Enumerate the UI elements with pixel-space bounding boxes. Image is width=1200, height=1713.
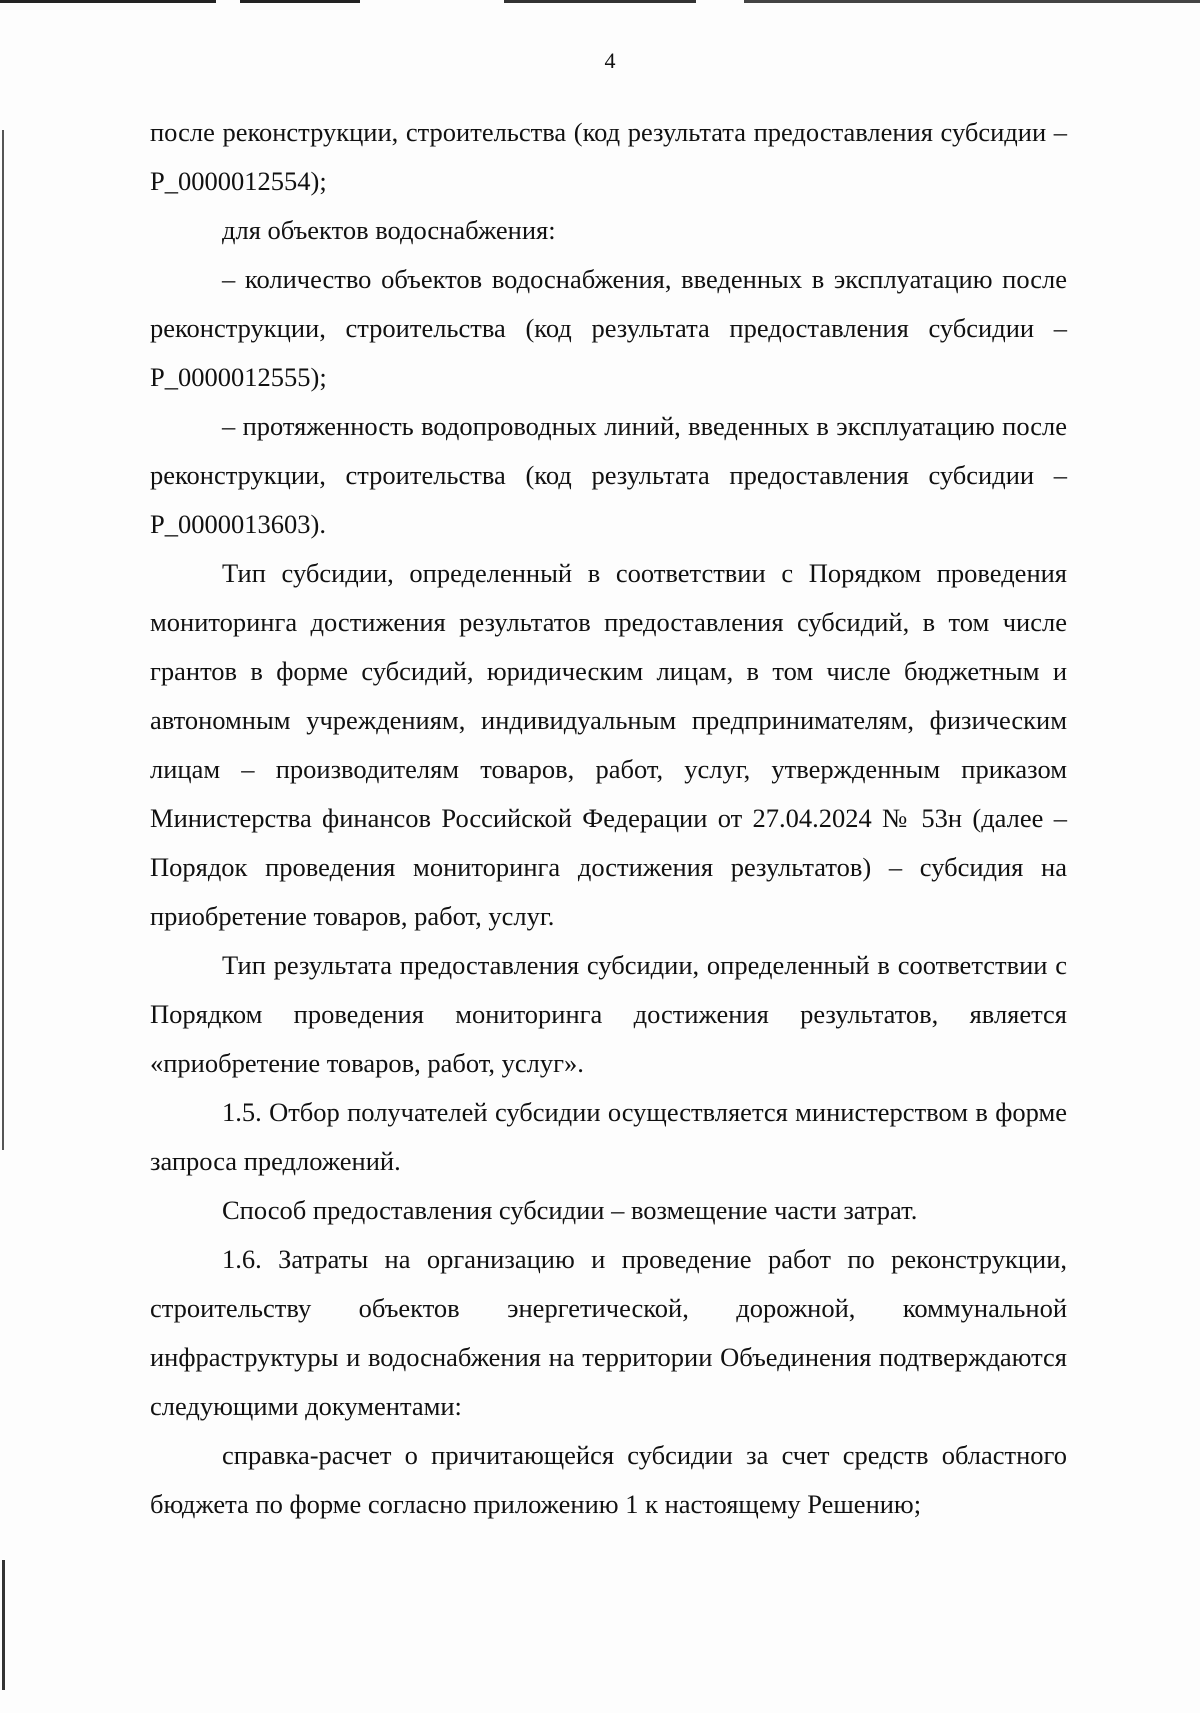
scan-artifact-top	[0, 0, 1200, 3]
paragraph-water-supply-heading: для объектов водоснабжения:	[222, 215, 556, 245]
paragraph-result-type: Тип результата предоставления субсидии, определенный в соответствии с Порядком проведения мониторинга достижения результатов, является «приобретение товаров, работ, услуг».	[150, 950, 1067, 1078]
paragraph-calculation-certificate: справка-расчет о причитающейся субсидии за счет средств областного бюджета по форме согласно приложению 1 к настоящему Решению;	[150, 1440, 1067, 1519]
scan-artifact-left-edge	[2, 130, 4, 1150]
paragraph-provision-method: Способ предоставления субсидии – возмещение части затрат.	[222, 1195, 918, 1225]
paragraph-1-5-selection: 1.5. Отбор получателей субсидии осуществляется министерством в форме запроса предложений.	[150, 1097, 1067, 1176]
paragraph-continuation: после реконструкции, строительства (код результата предоставления субсидии – Р_0000012554);	[150, 117, 1067, 196]
paragraph-subsidy-type: Тип субсидии, определенный в соответствии с Порядком проведения мониторинга достижения результатов предоставления субсидий, в том числе грантов в форме субсидий, юридическим лицам, в том числе бюджетным и автономным учреждениям, индивидуальным предпринимателям, физическим лицам – производителям товаров, работ, услуг, утвержденным приказом Министерства финансов Российской Федерации от 27.04.2024 № 53н (далее – Порядок проведения мониторинга достижения результатов) – субсидия на приобретение товаров, работ, услуг.	[150, 558, 1067, 931]
paragraph-water-objects-count: – количество объектов водоснабжения, введенных в эксплуатацию после реконструкции, строительства (код результата предоставления субсидии – Р_0000012555);	[150, 264, 1067, 392]
paragraph-1-6-costs: 1.6. Затраты на организацию и проведение работ по реконструкции, строительству объектов энергетической, дорожной, коммунальной инфраструктуры и водоснабжения на территории Объединения подтверждаются следующими документами:	[150, 1244, 1067, 1421]
page-number: 4	[604, 48, 616, 73]
document-body	[150, 108, 1067, 1529]
paragraph-water-lines-length: – протяженность водопроводных линий, введенных в эксплуатацию после реконструкции, строительства (код результата предоставления субсидии – Р_0000013603).	[150, 411, 1067, 539]
scan-artifact-left-edge-lower	[2, 1560, 5, 1690]
